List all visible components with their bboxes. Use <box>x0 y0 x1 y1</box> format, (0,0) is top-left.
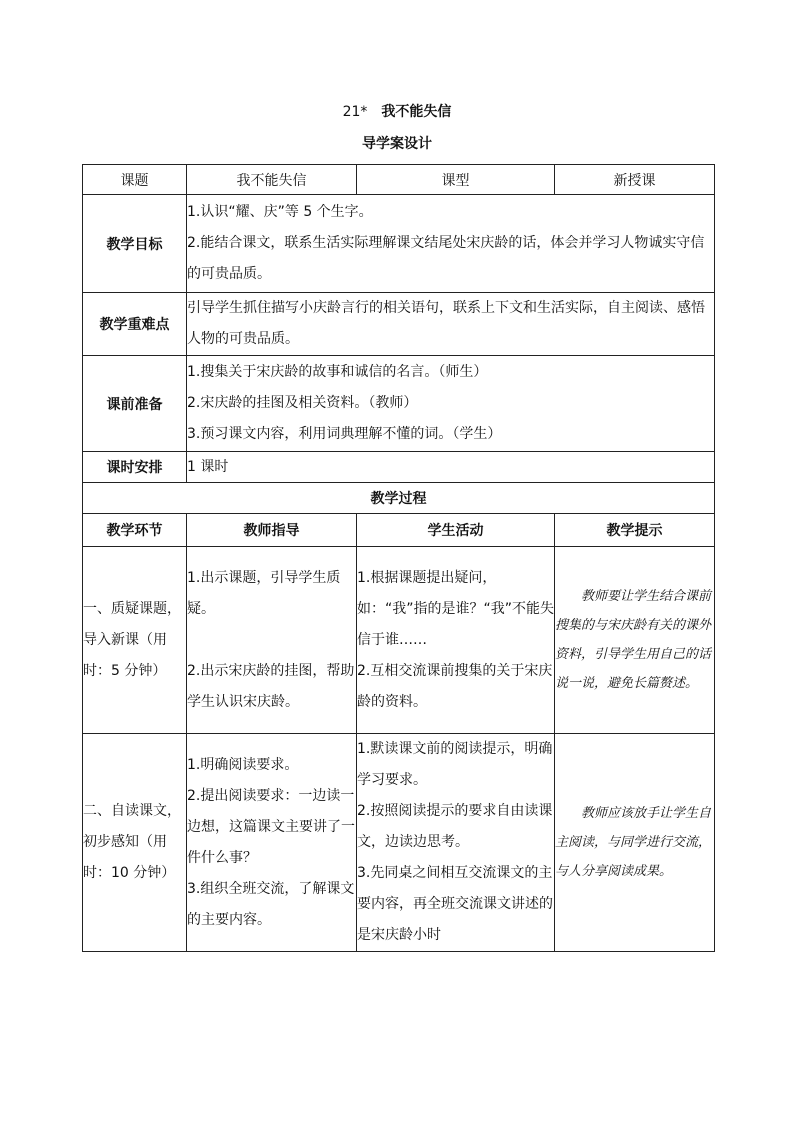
lesson-title: 我不能失信 <box>381 104 452 120</box>
prep-content <box>187 356 715 452</box>
topic-value: 我不能失信 <box>187 165 357 195</box>
prep-item: 2.宋庆龄的挂图及相关资料。（教师） <box>187 395 418 411</box>
topic-label: 课题 <box>83 165 187 195</box>
goals-label: 教学目标 <box>83 195 187 293</box>
goals-content <box>187 195 715 293</box>
student-1 <box>357 547 555 734</box>
student-step: 2.按照阅读提示的要求自由读课文，边读边思考。 <box>357 803 553 850</box>
student-step: 1.默读课文前的阅读提示，明确学习要求。 <box>357 741 553 788</box>
header-student: 学生活动 <box>357 514 555 547</box>
stage-2: 二、自读课文，初步感知（用时：10 分钟） <box>83 734 187 952</box>
teacher-step: 3.组织全班交流，了解课文的主要内容。 <box>187 880 355 928</box>
tip-text: 教师要让学生结合课前搜集的与宋庆龄有关的课外资料，引导学生用自己的话说一说，避免长篇赘述。 <box>555 589 712 691</box>
time-value: 1 课时 <box>187 452 715 483</box>
teacher-step: 2.出示宋庆龄的挂图，帮助学生认识宋庆龄。 <box>187 662 355 710</box>
student-step: 3.先同桌之间相互交流课文的主要内容，再全班交流课文讲述的是宋庆龄小时 <box>357 865 553 943</box>
prep-label: 课前准备 <box>83 356 187 452</box>
prep-row <box>83 356 715 452</box>
type-value: 新授课 <box>555 165 715 195</box>
topic-row <box>83 165 715 195</box>
tip-text: 教师应该放手让学生自主阅读，与同学进行交流，与人分享阅读成果。 <box>555 806 712 879</box>
teacher-step: 2.提出阅读要求：一边读一边想，这篇课文主要讲了一件什么事？ <box>187 787 355 866</box>
prep-item: 1.搜集关于宋庆龄的故事和诚信的名言。（师生） <box>187 364 488 380</box>
goal-item: 1.认识“耀、庆”等 5 个生字。 <box>187 204 373 220</box>
tip-1 <box>555 547 715 734</box>
teacher-step: 1.出示课题，引导学生质疑。 <box>187 569 341 617</box>
process-title: 教学过程 <box>83 483 715 514</box>
key-content: 引导学生抓住描写小庆龄言行的相关语句，联系上下文和生活实际，自主阅读、感悟人物的可贵品质。 <box>187 293 715 356</box>
student-2 <box>357 734 555 952</box>
tip-2 <box>555 734 715 952</box>
teacher-2 <box>187 734 357 952</box>
header-tip: 教学提示 <box>555 514 715 547</box>
type-label: 课型 <box>357 165 555 195</box>
goals-row <box>83 195 715 293</box>
lesson-number: 21* <box>342 104 368 120</box>
stage-1: 一、质疑课题，导入新课（用时：5 分钟） <box>83 547 187 734</box>
process-row-2 <box>83 734 715 952</box>
key-row <box>83 293 715 356</box>
header-stage: 教学环节 <box>83 514 187 547</box>
page-title <box>0 101 794 121</box>
student-step: 1.根据课题提出疑问，如：“我”指的是谁？“我”不能失信于谁…… <box>357 569 555 648</box>
process-row-1 <box>83 547 715 734</box>
teacher-step: 1.明确阅读要求。 <box>187 756 299 773</box>
prep-item: 3.预习课文内容，利用词典理解不懂的词。（学生） <box>187 426 502 442</box>
header-teacher: 教师指导 <box>187 514 357 547</box>
page-subtitle: 导学案设计 <box>362 136 432 152</box>
process-title-row <box>83 483 715 514</box>
teacher-1 <box>187 547 357 734</box>
key-label: 教学重难点 <box>83 293 187 356</box>
student-step: 2.互相交流课前搜集的关于宋庆龄的资料。 <box>357 662 553 710</box>
lesson-plan-table <box>82 164 715 952</box>
process-header-row <box>83 514 715 547</box>
time-label: 课时安排 <box>83 452 187 483</box>
time-row <box>83 452 715 483</box>
goal-item: 2.能结合课文，联系生活实际理解课文结尾处宋庆龄的话，体会并学习人物诚实守信的可贵品质。 <box>187 235 705 282</box>
